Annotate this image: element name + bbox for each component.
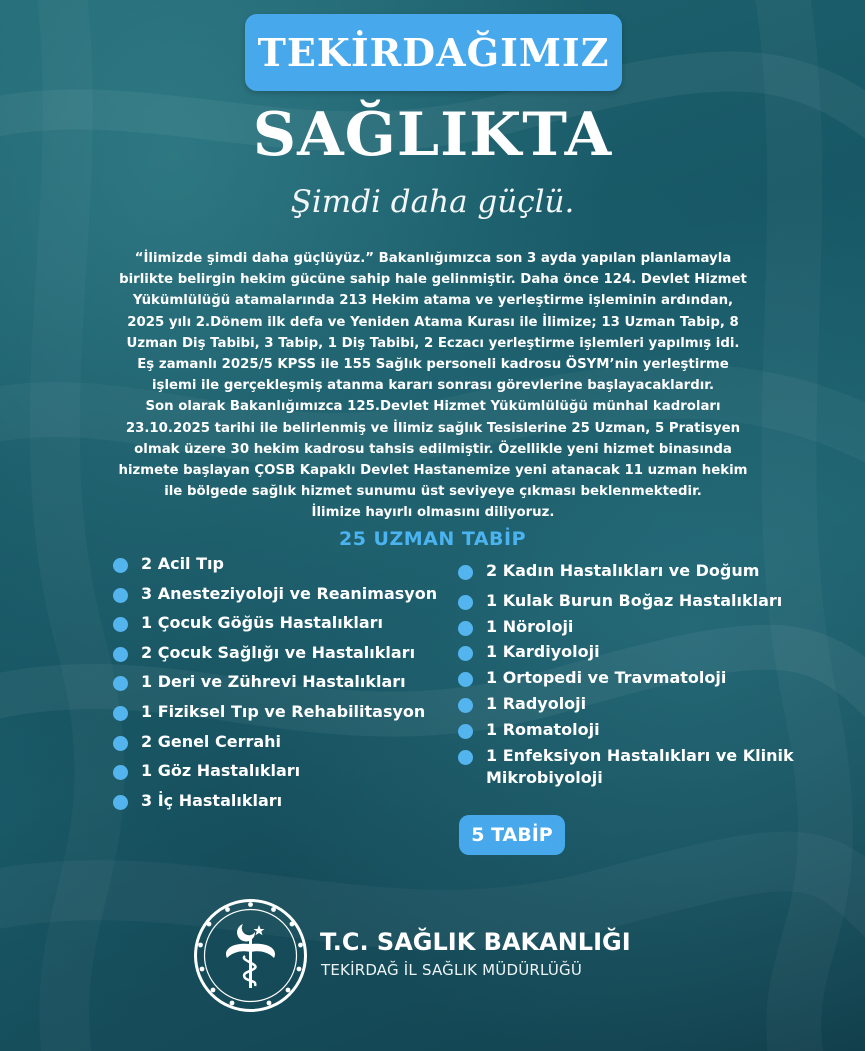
bullet-dot-icon xyxy=(458,646,473,661)
title-badge: TEKİRDAĞIMIZ xyxy=(245,14,622,91)
page-title: SAĞLIKTA xyxy=(252,100,613,170)
bullet-dot-icon xyxy=(113,676,128,691)
list-item xyxy=(113,612,453,642)
list-item-label: 1 Kardiyoloji xyxy=(486,642,600,662)
paragraph: “İlimizde şimdi daha güçlüyüz.” Bakanlığımızca son 3 ayda yapılan planlamayla birlikte belirgin hekim gücüne sahip hale gelinmiştir. Daha önce 124. Devlet Hizmet Yükümlülüğü atamalarında 213 Hekim atama ve yerleştirme işleminin ardından, 2025 yılı 2.Dönem ilk defa ve Yeniden Atama Kurası ile İlimize; 13 Uzman Tabip, 8 Uzman Diş Tabibi, 3 Tabip, 1 Diş Tabibi, 2 Eczacı yerleştirme işlemleri yapılmış idi. Eş zamanlı 2025/5 KPSS ile 155 Sağlık personeli kadrosu ÖSYM’nin yerleştirme işlemi ile gerçekleşmiş atanma kararı sonrası görevlerine başlayacaklardır. xyxy=(119,251,747,394)
bullet-dot-icon xyxy=(458,621,473,636)
list-item xyxy=(113,701,453,731)
tagline: Şimdi daha güçlü. xyxy=(290,184,575,220)
list-item xyxy=(113,583,453,613)
list-item-label: 3 Anesteziyoloji ve Reanimasyon xyxy=(141,583,438,603)
specialists-list-right xyxy=(458,560,818,791)
bullet-dot-icon xyxy=(113,588,128,603)
list-item-label: 1 Romatoloji xyxy=(486,719,600,739)
list-item-label: 1 Kulak Burun Boğaz Hastalıkları xyxy=(486,590,783,610)
bullet-dot-icon xyxy=(113,617,128,632)
list-item-label: 1 Enfeksiyon Hastalıkları ve Klinik Mikrobiyoloji xyxy=(486,745,794,787)
bullet-dot-icon xyxy=(113,765,128,780)
list-item-label: 3 İç Hastalıkları xyxy=(141,790,283,810)
bullet-dot-icon xyxy=(113,647,128,662)
list-item xyxy=(113,553,453,583)
bullet-dot-icon xyxy=(113,795,128,810)
list-item xyxy=(458,719,818,745)
list-item xyxy=(113,760,453,790)
announcement-text xyxy=(118,248,748,524)
list-item xyxy=(458,745,818,791)
organization-subtitle: TEKİRDAĞ İL SAĞLIK MÜDÜRLÜĞÜ xyxy=(321,961,583,979)
list-item-label: 1 Nöroloji xyxy=(486,616,574,636)
bullet-dot-icon xyxy=(113,558,128,573)
list-item xyxy=(458,667,818,693)
list-item-label: 1 Göz Hastalıkları xyxy=(141,761,301,781)
list-item-label: 1 Ortopedi ve Travmatoloji xyxy=(486,668,727,688)
bullet-dot-icon xyxy=(458,698,473,713)
list-item xyxy=(458,693,818,719)
list-item xyxy=(113,731,453,761)
bullet-dot-icon xyxy=(113,706,128,721)
list-item xyxy=(113,671,453,701)
list-item-label: 2 Genel Cerrahi xyxy=(141,731,282,751)
organization-name: T.C. SAĞLIK BAKANLIĞI xyxy=(320,928,631,956)
list-item xyxy=(458,560,818,590)
practitioners-badge: 5 TABİP xyxy=(459,815,565,855)
list-item xyxy=(458,590,818,616)
list-item-label: 1 Radyoloji xyxy=(486,693,587,713)
list-item xyxy=(113,642,453,672)
list-item xyxy=(458,641,818,667)
specialists-list-left xyxy=(113,553,453,819)
list-item-label: 1 Deri ve Zührevi Hastalıkları xyxy=(141,672,406,692)
list-item-label: 1 Fiziksel Tıp ve Rehabilitasyon xyxy=(141,701,426,721)
bullet-dot-icon xyxy=(458,565,473,580)
list-item-label: 2 Kadın Hastalıkları ve Doğum xyxy=(486,561,760,580)
bullet-dot-icon xyxy=(458,750,473,765)
bullet-dot-icon xyxy=(113,736,128,751)
bullet-dot-icon xyxy=(458,724,473,739)
list-item-label: 2 Çocuk Sağlığı ve Hastalıkları xyxy=(141,642,416,662)
bullet-dot-icon xyxy=(458,595,473,610)
paragraph: Son olarak Bakanlığımızca 125.Devlet Hizmet Yükümlülüğü münhal kadroları 23.10.2025 tarihi ile belirlenmiş ve İlimiz sağlık Tesislerine 25 Uzman, 5 Pratisyen olmak üzere 30 hekim kadrosu tahsis edilmiştir. Özellikle yeni hizmet binasında hizmete başlayan ÇOSB Kapaklı Devlet Hastanemize yeni atanacak 11 uzman hekim ile bölgede sağlık hizmet sunumu üst seviyeye çıkması beklenmektedir. xyxy=(118,399,748,500)
list-item-label: 2 Acil Tıp xyxy=(141,554,224,573)
paragraph: İlimize hayırlı olmasını diliyoruz. xyxy=(311,505,555,521)
list-item xyxy=(458,616,818,642)
list-item-label: 1 Çocuk Göğüs Hastalıkları xyxy=(141,613,384,633)
list-item xyxy=(113,790,453,820)
bullet-dot-icon xyxy=(458,672,473,687)
specialists-heading: 25 UZMAN TABİP xyxy=(338,528,527,550)
ministry-of-health-emblem-icon xyxy=(193,898,308,1013)
